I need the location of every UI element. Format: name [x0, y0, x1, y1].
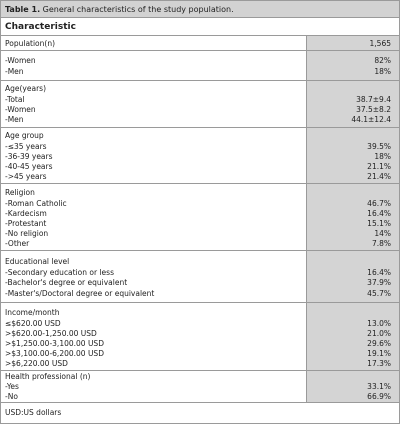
- group-health-professional: [1, 371, 399, 403]
- row-label: -36-39 years: [5, 152, 53, 161]
- group-age-group: [1, 128, 399, 184]
- row-value: 45.7%: [367, 289, 391, 298]
- row-value: 46.7%: [367, 199, 391, 208]
- group-title: Educational level: [5, 257, 70, 266]
- row-value: 19.1%: [367, 349, 391, 358]
- row-label: -Total: [5, 95, 25, 104]
- row-value: 13.0%: [367, 319, 391, 328]
- group-sex: [1, 51, 399, 81]
- table-row: [1, 391, 399, 402]
- group-population: [1, 36, 399, 51]
- row-label: -Other: [5, 239, 30, 248]
- row-label: ≤$620.00 USD: [5, 319, 61, 328]
- group-title: Age(years): [5, 84, 46, 93]
- group-educational-level: [1, 251, 399, 303]
- row-label: -Yes: [5, 382, 19, 391]
- row-label: ->45 years: [5, 172, 47, 181]
- table-row: [1, 171, 399, 182]
- group-age-years: [1, 81, 399, 128]
- table-row: [1, 38, 399, 49]
- group-title: Age group: [5, 131, 44, 140]
- group-religion: [1, 184, 399, 251]
- group-title: Income/month: [5, 308, 60, 317]
- row-label: -Roman Catholic: [5, 199, 67, 208]
- row-label: -No: [5, 392, 18, 401]
- row-label: -Women: [5, 56, 36, 65]
- row-label: -Bachelor's degree or equivalent: [5, 278, 128, 287]
- row-value: 44.1±12.4: [351, 115, 391, 124]
- row-value: 16.4%: [367, 268, 391, 277]
- row-value: 82%: [374, 56, 391, 65]
- row-label: -≤35 years: [5, 142, 47, 151]
- row-label: -Women: [5, 105, 36, 114]
- row-value: 33.1%: [367, 382, 391, 391]
- table-caption: [1, 1, 399, 18]
- row-value: 39.5%: [367, 142, 391, 151]
- row-value: 21.1%: [367, 162, 391, 171]
- row-label: >$3,100.00-6,200.00 USD: [5, 349, 104, 358]
- group-title: Religion: [5, 188, 35, 197]
- row-value: 37.5±8.2: [356, 105, 391, 114]
- table-row: [1, 238, 399, 249]
- row-label: -Master's/Doctoral degree or equivalent: [5, 289, 155, 298]
- caption-text: General characteristics of the study population.: [40, 5, 234, 14]
- row-label: >$1,250.00-3,100.00 USD: [5, 339, 104, 348]
- row-value: 21.4%: [367, 172, 391, 181]
- row-label: -Men: [5, 115, 24, 124]
- table-row: [1, 358, 399, 369]
- row-label: Population(n): [5, 39, 56, 48]
- column-header-characteristic: Characteristic: [1, 18, 399, 36]
- group-title: Health professional (n): [5, 372, 91, 381]
- row-value: 21.0%: [367, 329, 391, 338]
- row-value: 1,565: [369, 39, 391, 48]
- row-value: 37.9%: [367, 278, 391, 287]
- row-label: -40-45 years: [5, 162, 53, 171]
- row-value: 17.3%: [367, 359, 391, 368]
- table-row: [1, 66, 399, 77]
- row-label: >$620.00-1,250.00 USD: [5, 329, 97, 338]
- row-value: 18%: [374, 67, 391, 76]
- row-label: >$6,220.00 USD: [5, 359, 68, 368]
- row-value: 38.7±9.4: [356, 95, 391, 104]
- row-value: 14%: [374, 229, 391, 238]
- row-value: 18%: [374, 152, 391, 161]
- row-label: -Men: [5, 67, 24, 76]
- row-value: 29.6%: [367, 339, 391, 348]
- caption-label: Table 1.: [5, 5, 41, 14]
- row-label: -Protestant: [5, 219, 47, 228]
- row-value: 16.4%: [367, 209, 391, 218]
- row-label: -Kardecism: [5, 209, 47, 218]
- table-row: [1, 114, 399, 125]
- group-income-month: [1, 303, 399, 371]
- row-value: 66.9%: [367, 392, 391, 401]
- table-row: [1, 277, 399, 288]
- row-label: -Secondary education or less: [5, 268, 114, 277]
- row-label: -No religion: [5, 229, 49, 238]
- row-value: 7.8%: [371, 239, 391, 248]
- table-footnote: USD:US dollars: [5, 408, 62, 417]
- table-row: [1, 55, 399, 66]
- table-row: [1, 288, 399, 299]
- row-value: 15.1%: [367, 219, 391, 228]
